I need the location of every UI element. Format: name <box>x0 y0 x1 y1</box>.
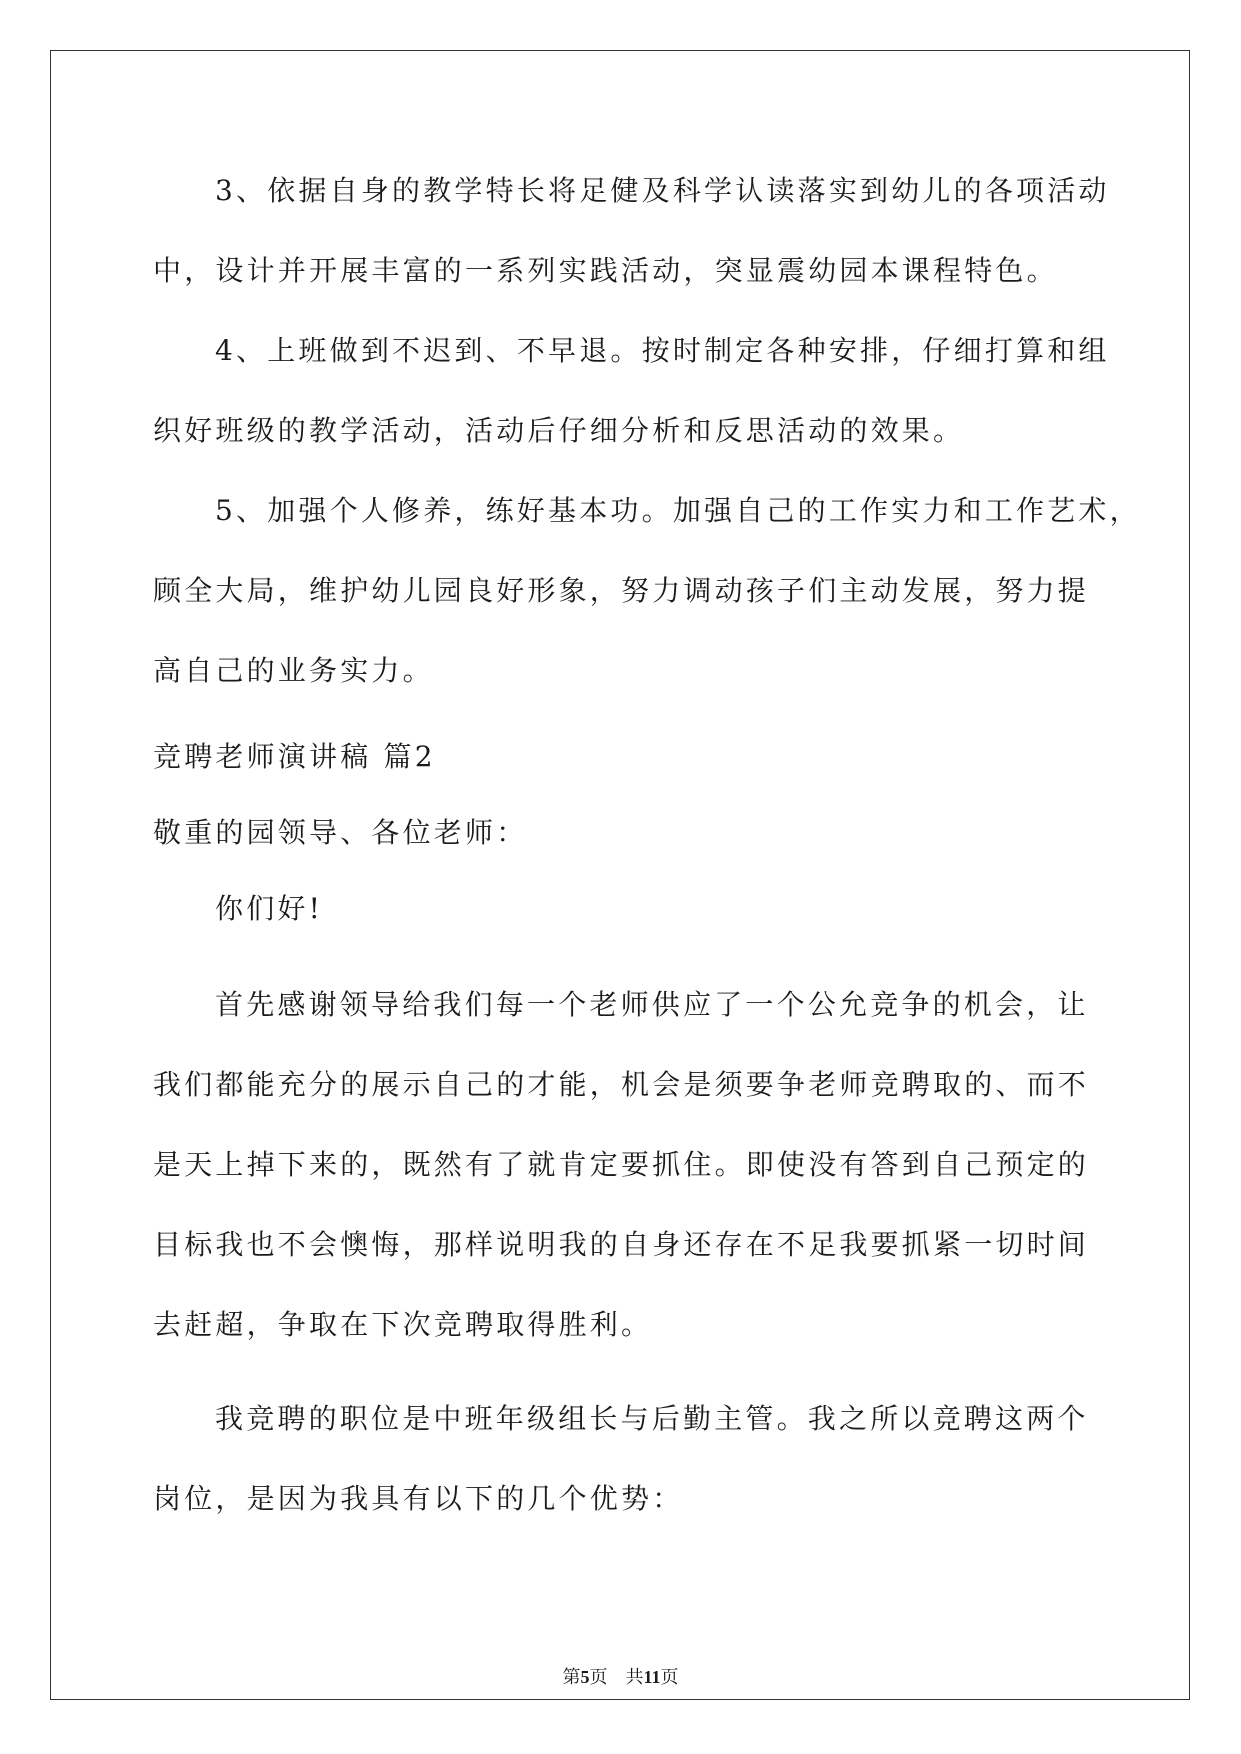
speech-body-2 <box>153 1379 1088 1539</box>
thanks-line5: 去赶超，争取在下次竞聘取得胜利。 <box>153 1308 653 1341</box>
thanks-line2: 我们都能充分的展示自己的才能，机会是须要争老师竞聘取的、而不 <box>153 1068 1090 1101</box>
numbered-items <box>153 151 1141 711</box>
page-footer <box>0 1663 1241 1689</box>
footer-total-prefix: 共 <box>625 1667 644 1687</box>
item5-line3: 高自己的业务实力。 <box>153 654 434 687</box>
item5-line1: 5、加强个人修养，练好基本功。加强自己的工作实力和工作艺术， <box>215 494 1141 527</box>
speech-intro <box>153 719 1088 947</box>
footer-total-pages: 11 <box>643 1667 661 1687</box>
thanks-line3: 是天上掉下来的，既然有了就肯定要抓住。即使没有答到自己预定的 <box>153 1148 1090 1181</box>
footer-page-number: 5 <box>580 1667 590 1687</box>
greeting: 你们好! <box>215 892 324 925</box>
item5-line2: 顾全大局，维护幼儿园良好形象，努力调动孩子们主动发展，努力提 <box>153 574 1090 607</box>
salutation: 敬重的园领导、各位老师： <box>153 816 528 849</box>
item4-line2: 织好班级的教学活动，活动后仔细分析和反思活动的效果。 <box>153 414 965 447</box>
item4-line1: 4、上班做到不迟到、不早退。按时制定各种安排，仔细打算和组 <box>215 334 1110 367</box>
item3-line2: 中，设计并开展丰富的一系列实践活动，突显震幼园本课程特色。 <box>153 254 1058 287</box>
footer-total-suffix: 页 <box>660 1667 679 1687</box>
position-line2: 岗位，是因为我具有以下的几个优势： <box>153 1482 684 1515</box>
position-line1: 我竞聘的职位是中班年级组长与后勤主管。我之所以竞聘这两个 <box>215 1402 1089 1435</box>
speech-body <box>153 965 1088 1365</box>
footer-page-prefix: 第 <box>562 1667 581 1687</box>
thanks-line1: 首先感谢领导给我们每一个老师供应了一个公允竞争的机会，让 <box>215 988 1089 1021</box>
thanks-line4: 目标我也不会懊悔，那样说明我的自身还存在不足我要抓紧一切时间 <box>153 1228 1090 1261</box>
item3-line1: 3、依据自身的教学特长将足健及科学认读落实到幼儿的各项活动 <box>215 174 1110 207</box>
section-heading: 竞聘老师演讲稿 篇2 <box>153 740 436 773</box>
footer-page-suffix: 页 <box>589 1667 608 1687</box>
